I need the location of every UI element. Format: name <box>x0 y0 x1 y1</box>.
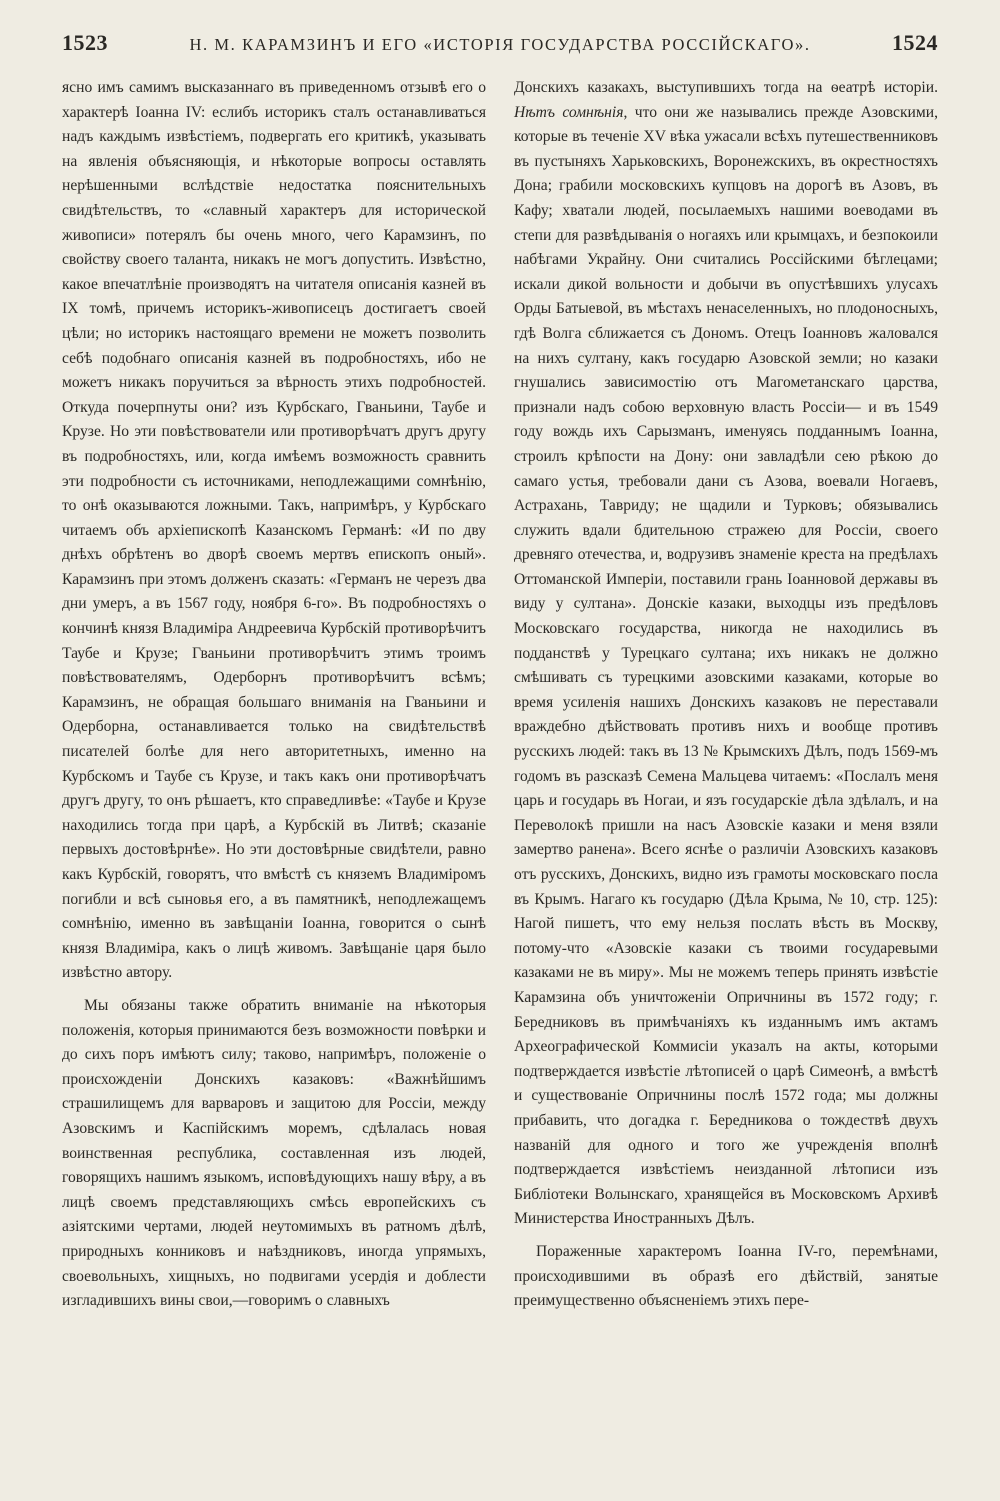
right-paragraph-1-rest: , что они же назывались прежде Азовскими, которые въ теченіе XV вѣка ужасали всѣхъ путешественниковъ въ пустыняхъ Харьковскихъ, Воронежскихъ, въ окрестностяхъ Дона; грабили московскихъ купцовъ на дорогѣ въ Азовъ, въ Кафу; хватали людей, посылаемыхъ нашими воеводами въ степи для развѣдыванія о ногаяхъ или крымцахъ, и безпокоили набѣгами Украйну. Они считались Россійскими бѣглецами; искали дикой вольности и добычи въ опустѣвшихъ улусахъ Орды Батыевой, въ мѣстахъ ненаселенныхъ, но плодоносныхъ, гдѣ Волга сближается съ Дономъ. Отецъ Іоанновъ жаловался на нихъ султану, какъ государю Азовской земли; но казаки гнушались зависимостію отъ Магометанскаго царства, признали надъ собою верховную власть Россіи— и въ 1549 году вождь ихъ Сарызманъ, именуясь подданнымъ Іоанна, строилъ крѣпости на Дону: они завладѣли сею рѣкою до самаго устья, требовали дани съ Азова, воевали Ногаевъ, Астрахань, Тавриду; не щадили и Турковъ; обязывались служить вдали бдительною стражею для Россіи, своего древняго отечества, и, водрузивъ знаменіе креста на предѣлахъ Оттоманской Имперіи, поставили грань Іоанновой державы въ виду у султана». Донскіе казаки, выходцы изъ предѣловъ Московскаго государства, никогда не находились въ подданствѣ у Турецкаго султана; ихъ никакъ не должно смѣшивать съ турецкими азовскими казаками, которые во время усиленія нашихъ Донскихъ казаковъ не переставали враждебно дѣйствовать противъ нихъ и вообще противъ русскихъ людей: такъ въ 13 № Крымскихъ Дѣлъ, подъ 1569-мъ годомъ въ разсказѣ Семена Мальцева читаемъ: «Послалъ меня царь и государь въ Ногаи, и язъ государскіе дѣла здѣлалъ, и на Переволокѣ пришли на насъ Азовскіе казаки и меня взяли замертво ранена». Всего яснѣе о различіи Азовскихъ казаковъ отъ русскихъ, Донскихъ, видно изъ грамоты московскаго посла въ Крымъ. Нагаго къ государю (Дѣла Крыма, № 10, стр. 125): Нагой пишетъ, что ему нельзя послать вѣсть въ Москву, потому-что «Азовскіе казаки съ твоими государевыми казаками не въ миру». Мы не можемъ теперь принять извѣстіе Карамзина объ уничтоженіи Опричнины въ 1572 году; г. Бередниковъ въ примѣчаніяхъ къ изданнымъ имъ актамъ Археографической Коммисіи указалъ на акты, которыми подтверждается извѣстіе лѣтописей о царѣ Симеонѣ, а вмѣстѣ и существованіе Опричнины послѣ 1572 года; мы должны прибавить, что догадка г. Бередникова о тождествѣ двухъ названій для одного и того же учрежденія вполнѣ подтверждается извѣстіемъ неизданной лѣтописи изъ Библіотеки Волынскаго, хранящейся въ Московскомъ Архивѣ Министерства Иностранныхъ Дѣлъ. <box>514 103 938 1228</box>
text-columns <box>62 76 938 1491</box>
page-header <box>62 30 938 64</box>
right-paragraph-1 <box>514 76 938 1232</box>
left-column <box>62 76 486 1491</box>
running-title: Н. М. КАРАМЗИНЪ И ЕГО «ИСТОРІЯ ГОСУДАРСТВА РОССІЙСКАГО». <box>189 35 811 54</box>
page-number-left: 1523 <box>62 30 108 55</box>
right-column <box>514 76 938 1491</box>
left-paragraph-2: Мы обязаны также обратить вниманіе на нѣкоторыя положенія, которыя принимаются безъ возможности повѣрки и до сихъ поръ имѣютъ силу; таково, напримѣръ, положеніе о происхожденіи Донскихъ казаковъ: «Важнѣйшимъ страшилищемъ для варваровъ и защитою для Россіи, между Азовскимъ и Каспійскимъ моремъ, сдѣлалась новая воинственная республика, составленная изъ людей, говорящихъ нашимъ языкомъ, исповѣдующихъ нашу вѣру, а въ лицѣ своемъ представляющихъ смѣсь европейскихъ съ азіятскими чертами, людей неутомимыхъ въ ратномъ дѣлѣ, природныхъ конниковъ и наѣздниковъ, иногда упрямыхъ, своевольныхъ, хищныхъ, но подвигами усердія и доблести изгладившихъ вины свои,—говоримъ о славныхъ <box>62 996 486 1310</box>
right-paragraph-1-start: Донскихъ казакахъ, выступившихъ тогда на ѳеатрѣ исторіи. <box>514 79 938 96</box>
emphasized-phrase: Нѣтъ сомнѣнія <box>514 103 624 121</box>
right-paragraph-2: Пораженные характеромъ Іоанна IV-го, перемѣнами, происходившими въ образѣ его дѣйствій, занятые преимущественно объясненіемъ этихъ пере- <box>514 1242 938 1310</box>
page-number-right: 1524 <box>892 30 938 55</box>
left-paragraph-1: ясно имъ самимъ высказаннаго въ приведенномъ отзывѣ его о характерѣ Іоанна IV: еслибъ историкъ сталъ останавливаться надъ каждымъ извѣстіемъ, подвергать его критикѣ, указывать на явленія объясняющія, и нѣкоторые вопросы оставлять нерѣшенными вслѣдствіе недостатка пояснительныхъ свидѣтельствъ, то «славный характеръ для исторической живописи» потерялъ бы очень много, чего Карамзинъ, по свойству своего таланта, никакъ не могъ допустить. Извѣстно, какое впечатлѣніе производятъ на читателя описанія казней въ IX томѣ, причемъ историкъ-живописецъ достигаетъ своей цѣли; но историкъ настоящаго времени не можетъ позволить себѣ подобнаго описанія казней въ подробностяхъ, ибо не можетъ никакъ поручиться за вѣрность этихъ подробностей. Откуда почерпнуты они? изъ Курбскаго, Гваньини, Таубе и Крузе. Но эти повѣствователи или противорѣчатъ другъ другу въ подробностяхъ, или, когда имѣемъ возможность сравнить эти подробности съ источниками, неподлежащими сомнѣнію, то онѣ оказываются ложными. Такъ, напримѣръ, у Курбскаго читаемъ объ архіепископѣ Казанскомъ Германѣ: «И по дву днѣхъ обрѣтенъ во дворѣ своемъ мертвъ епископъ оный». Карамзинъ при этомъ долженъ сказать: «Германъ не черезъ два дни умеръ, а въ 1567 году, ноября 6-го». Въ подробностяхъ о кончинѣ князя Владиміра Андреевича Курбскій противорѣчитъ Таубе и Крузе; Гваньини противорѣчитъ этимъ троимъ повѣствователямъ, Одерборнъ противорѣчитъ всѣмъ; Карамзинъ, не обращая большаго вниманія на Гваньини и Одерборна, останавливается только на свидѣтельствѣ писателей болѣе для него авторитетныхъ, именно на Курбскомъ и Таубе съ Крузе, и такъ какъ они противорѣчатъ другъ другу, то онъ рѣшаетъ, кто справедливѣе: «Таубе и Крузе находились тогда при царѣ, а Курбскій въ Литвѣ; сказаніе первыхъ достовѣрнѣе». Но эти достовѣрные свидѣтели, равно какъ Курбскій, говорятъ, что вмѣстѣ съ княземъ Владиміромъ погибли и всѣ сыновья его, а въ памятникѣ, неподлежащемъ сомнѣнію, именно въ завѣщаніи Іоанна, говорится о сынѣ князя Владиміра, какъ о лицѣ живомъ. Завѣщаніе царя было извѣстно автору. <box>62 79 486 982</box>
